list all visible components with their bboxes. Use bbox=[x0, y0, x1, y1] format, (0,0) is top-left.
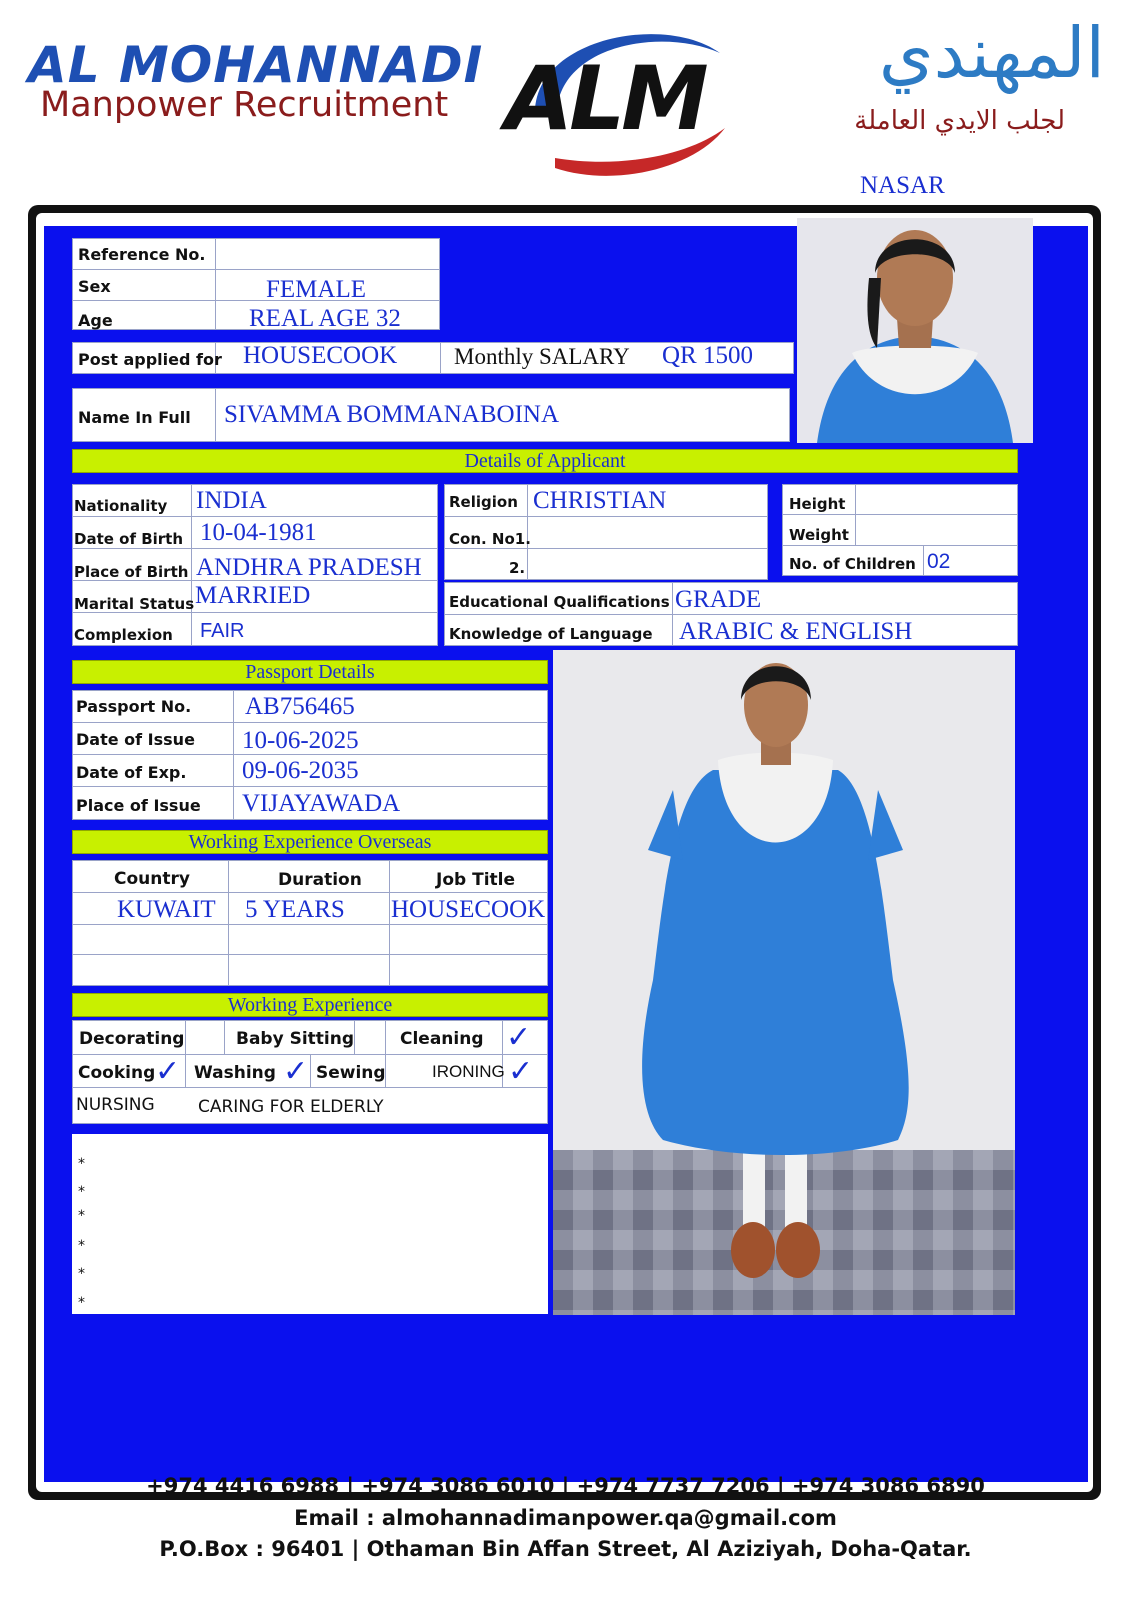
pob-label: Place of Birth bbox=[74, 563, 189, 581]
brand-tagline-english: Manpower Recruitment bbox=[40, 85, 449, 125]
skill-cleaning: Cleaning bbox=[400, 1029, 484, 1049]
sex-value: FEMALE bbox=[266, 276, 366, 303]
reference-label: Reference No. bbox=[78, 245, 206, 264]
brand-tagline-arabic: لجلب الايدي العاملة bbox=[854, 106, 1065, 136]
name-label: Name In Full bbox=[78, 408, 191, 427]
language-value: ARABIC & ENGLISH bbox=[679, 618, 913, 645]
passport-exp-label: Date of Exp. bbox=[76, 763, 187, 782]
overseas-country-value: KUWAIT bbox=[117, 896, 216, 923]
portrait-illustration bbox=[797, 218, 1033, 443]
complexion-value: FAIR bbox=[200, 620, 245, 642]
nationality-label: Nationality bbox=[74, 497, 168, 515]
language-label: Knowledge of Language bbox=[449, 625, 653, 643]
complexion-label: Complexion bbox=[74, 626, 173, 644]
skill-ironing: IRONING bbox=[432, 1062, 505, 1081]
overseas-duration-value: 5 YEARS bbox=[245, 896, 345, 923]
skill-cooking: Cooking bbox=[78, 1063, 156, 1083]
marital-label: Marital Status bbox=[74, 595, 195, 613]
skill-baby-sitting: Baby Sitting bbox=[236, 1029, 355, 1049]
con1-label: Con. No1. bbox=[449, 530, 531, 548]
skill-sewing: Sewing bbox=[316, 1063, 386, 1083]
post-label: Post applied for bbox=[78, 350, 222, 369]
alm-logo-text: ALM bbox=[505, 47, 705, 150]
education-label: Educational Qualifications bbox=[449, 593, 670, 611]
passport-no-label: Passport No. bbox=[76, 697, 192, 716]
note-bullet-2: * bbox=[78, 1184, 85, 1200]
passport-exp-value: 09-06-2035 bbox=[242, 757, 359, 784]
height-label: Height bbox=[789, 495, 846, 513]
education-value: GRADE bbox=[675, 586, 762, 613]
religion-value: CHRISTIAN bbox=[533, 487, 667, 514]
skill-decorating: Decorating bbox=[79, 1029, 185, 1049]
age-label: Age bbox=[78, 311, 113, 330]
name-value: SIVAMMA BOMMANABOINA bbox=[224, 401, 560, 428]
footer-phones: +974 4416 6988 | +974 3086 6010 | +974 7737 7206 | +974 3086 6890 bbox=[146, 1474, 985, 1498]
salary-label: Monthly SALARY bbox=[454, 344, 630, 369]
dob-label: Date of Birth bbox=[74, 530, 184, 548]
notes-box bbox=[72, 1134, 548, 1314]
note-bullet-3: * bbox=[78, 1208, 85, 1224]
details-title: Details of Applicant bbox=[72, 449, 1018, 473]
full-body-illustration bbox=[553, 650, 1015, 1315]
marital-value: MARRIED bbox=[195, 582, 311, 609]
cleaning-check-icon: ✓ bbox=[506, 1020, 532, 1055]
note-bullet-5: * bbox=[78, 1266, 85, 1282]
overseas-header-duration: Duration bbox=[278, 870, 362, 890]
children-value: 02 bbox=[927, 550, 951, 573]
applicant-full-body-photo bbox=[553, 650, 1015, 1315]
overseas-header-job: Job Title bbox=[436, 870, 515, 890]
footer-address: P.O.Box : 96401 | Othaman Bin Affan Street, Al Aziziyah, Doha-Qatar. bbox=[159, 1537, 972, 1561]
skill-caring-elderly: CARING FOR ELDERLY bbox=[198, 1097, 384, 1117]
brand-name-english: AL MOHANNADI bbox=[28, 36, 484, 94]
sex-label: Sex bbox=[78, 277, 111, 296]
washing-check-icon: ✓ bbox=[283, 1054, 309, 1089]
footer-email: Email : almohannadimanpower.qa@gmail.com bbox=[294, 1506, 837, 1530]
ironing-check-icon: ✓ bbox=[508, 1054, 534, 1089]
overseas-title: Working Experience Overseas bbox=[72, 830, 548, 854]
passport-issue-label: Date of Issue bbox=[76, 730, 195, 749]
religion-label: Religion bbox=[449, 493, 518, 511]
agent-name: NASAR bbox=[860, 172, 945, 199]
passport-place-value: VIJAYAWADA bbox=[242, 790, 401, 817]
applicant-portrait-photo bbox=[797, 218, 1033, 443]
post-value: HOUSECOOK bbox=[243, 342, 398, 369]
con2-label: 2. bbox=[509, 559, 526, 577]
overseas-job-clip bbox=[390, 893, 548, 927]
nationality-value: INDIA bbox=[196, 487, 267, 514]
passport-place-label: Place of Issue bbox=[76, 796, 201, 815]
overseas-header-country: Country bbox=[114, 869, 190, 889]
pob-value: ANDHRA PRADESH bbox=[196, 554, 422, 581]
overseas-job-value: HOUSECOOK bbox=[391, 896, 546, 923]
note-bullet-6: * bbox=[78, 1295, 85, 1311]
passport-no-value: AB756465 bbox=[245, 693, 355, 720]
skills-title: Working Experience bbox=[72, 993, 548, 1017]
dob-value: 10-04-1981 bbox=[200, 519, 317, 546]
children-label: No. of Children bbox=[789, 555, 916, 573]
weight-label: Weight bbox=[789, 526, 849, 544]
note-bullet-1: * bbox=[78, 1156, 85, 1172]
passport-issue-value: 10-06-2025 bbox=[242, 727, 359, 754]
brand-name-arabic: المهندي bbox=[878, 12, 1105, 94]
salary-value: QR 1500 bbox=[662, 342, 753, 369]
skill-washing: Washing bbox=[194, 1063, 276, 1083]
skill-nursing: NURSING bbox=[76, 1095, 155, 1115]
note-bullet-4: * bbox=[78, 1238, 85, 1254]
cooking-check-icon: ✓ bbox=[155, 1054, 181, 1089]
passport-title: Passport Details bbox=[72, 660, 548, 684]
age-value: REAL AGE 32 bbox=[249, 305, 401, 332]
